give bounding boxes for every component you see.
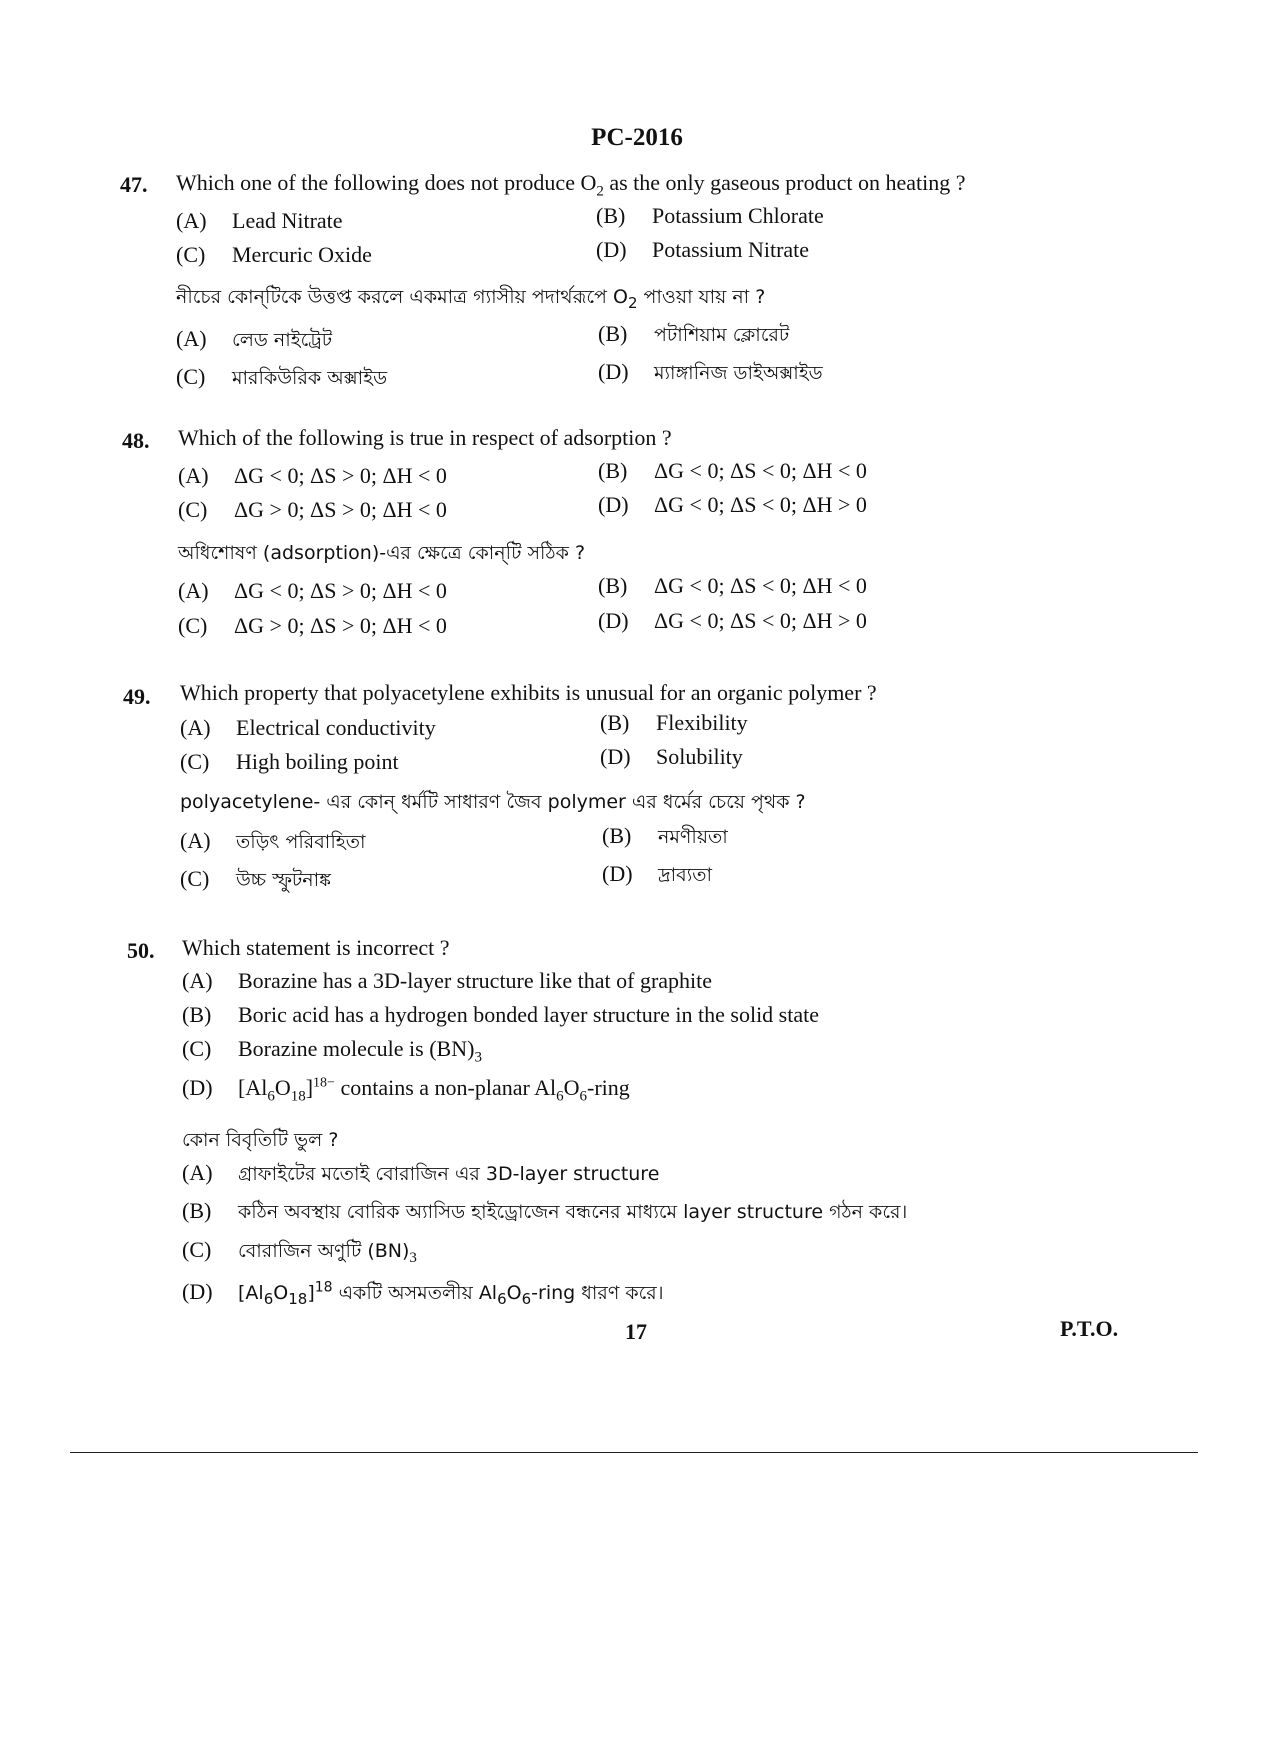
option-c: (C) ΔG > 0; ΔS > 0; ΔH < 0 — [178, 497, 447, 522]
question-text-bn: polyacetylene- এর কোন্‌ ধর্মটি সাধারণ জৈব polymer এর ধর্মের চেয়ে পৃথক ? — [180, 791, 806, 813]
option-b: (B) ΔG < 0; ΔS < 0; ΔH < 0 — [598, 458, 867, 483]
bn-option-a: (A) লেড নাইট্রেট — [176, 326, 333, 351]
page-header: PC-2016 — [591, 124, 683, 151]
question-text-en: Which of the following is true in respect of adsorption ? — [178, 425, 672, 450]
bn-option-a: (A) ΔG < 0; ΔS > 0; ΔH < 0 — [178, 578, 447, 603]
bn-option-b: (B) কঠিন অবস্থায় বোরিক অ্যাসিড হাইড্রোজেন বন্ধনের মাধ্যমে layer structure গঠন করে। — [182, 1198, 908, 1223]
bottom-rule — [70, 1452, 1198, 1453]
bn-option-b: (B) নমণীয়তা — [602, 823, 728, 848]
option-c: (C) Borazine molecule is $(BN)_3$ — [182, 1036, 482, 1066]
question-text-bn: কোন বিবৃতিটি ভুল ? — [182, 1129, 339, 1151]
option-d: (D) Solubility — [600, 744, 743, 769]
option-a: (A) Borazine has a 3D-layer structure like that of graphite — [182, 968, 713, 993]
question-number: 50. — [127, 938, 155, 963]
question-text-bn: অধিশোষণ (adsorption)-এর ক্ষেত্রে কোন্‌টি সঠিক ? — [178, 542, 586, 564]
bn-option-c: (C) ΔG > 0; ΔS > 0; ΔH < 0 — [178, 613, 447, 638]
option-c: (C) High boiling point — [180, 749, 399, 774]
question-text-en: Which property that polyacetylene exhibits is unusual for an organic polymer ? — [180, 680, 877, 705]
option-a: (A) ΔG < 0; ΔS > 0; ΔH < 0 — [178, 463, 447, 488]
question-number: 48. — [122, 428, 150, 453]
option-a: (A) Electrical conductivity — [180, 715, 436, 740]
page-number: 17 — [625, 1319, 647, 1344]
option-d: (D) ΔG < 0; ΔS < 0; ΔH > 0 — [598, 492, 867, 517]
bn-option-d: (D) দ্রাব্যতা — [602, 861, 712, 886]
bn-option-c: (C) উচ্চ স্ফুটনাঙ্ক — [180, 866, 332, 891]
option-c: (C) Mercuric Oxide — [176, 242, 372, 267]
option-d: (D) $[Al_6O_{18}]^{18-}$ contains a non-planar $Al_6O_6$-ring — [182, 1075, 630, 1105]
question-number: 47. — [120, 172, 148, 197]
option-d: (D) Potassium Nitrate — [596, 237, 810, 262]
bn-option-a: (A) তড়িৎ পরিবাহিতা — [180, 828, 366, 853]
option-a: (A) Lead Nitrate — [176, 208, 343, 233]
option-b: (B) Boric acid has a hydrogen bonded layer structure in the solid state — [182, 1002, 819, 1027]
pto-label: P.T.O. — [1060, 1316, 1119, 1341]
bn-option-a: (A) গ্রাফাইটের মতোই বোরাজিন এর 3D-layer structure — [182, 1160, 660, 1185]
question-text-bn: নীচের কোন্‌টিকে উত্তপ্ত করলে একমাত্র গ্যাসীয় পদার্থরূপে $O_2$ পাওয়া যায় না ? — [176, 286, 766, 312]
bn-option-d: (D) ΔG < 0; ΔS < 0; ΔH > 0 — [598, 608, 867, 633]
bn-option-c: (C) মারকিউরিক অক্সাইড — [176, 364, 388, 389]
question-number: 49. — [123, 684, 151, 709]
question-text-en: Which statement is incorrect ? — [182, 935, 450, 960]
option-b: (B) Potassium Chlorate — [596, 203, 824, 228]
option-b: (B) Flexibility — [600, 710, 748, 735]
bn-option-b: (B) পটাশিয়াম ক্লোরেট — [598, 321, 790, 346]
bn-option-c: (C) বোরাজিন অণুটি $(BN)_3$ — [182, 1237, 417, 1266]
bn-option-d: (D) ম্যাঙ্গানিজ ডাইঅক্সাইড — [598, 359, 823, 384]
bn-option-d: (D) $[Al_6O_{18}]^{18}$ একটি অসমতলীয় $Al_6O_6$-ring ধারণ করে। — [182, 1279, 664, 1308]
question-text-en: Which one of the following does not produce $O_2$ as the only gaseous product on heating ? — [176, 170, 966, 200]
bn-option-b: (B) ΔG < 0; ΔS < 0; ΔH < 0 — [598, 573, 867, 598]
